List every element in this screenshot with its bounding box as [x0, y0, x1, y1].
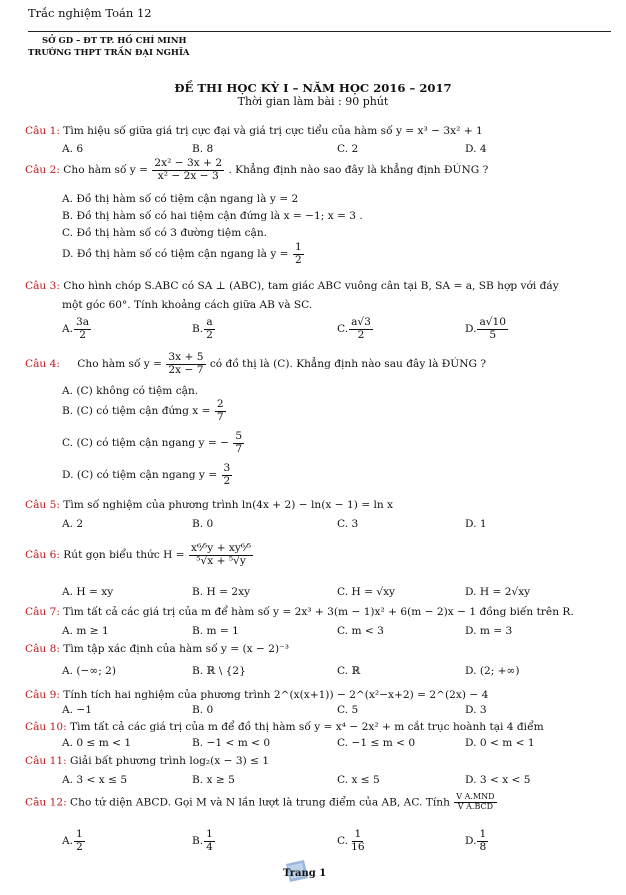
- option-c[interactable]: C. ℝ: [337, 665, 361, 677]
- question-label: Câu 1:: [25, 125, 60, 137]
- option-d[interactable]: D. m = 3: [465, 625, 513, 637]
- question-text: Cho hình chóp S.ABC có SA ⊥ (ABC), tam giác ABC vuông cân tại B, SA = a, SB hợp với đáy: [63, 280, 559, 292]
- numerator: 2: [216, 398, 224, 410]
- option-label: C.: [337, 323, 349, 336]
- denominator: 2: [223, 474, 231, 487]
- denominator: 8: [479, 840, 487, 853]
- option-c[interactable]: [62, 431, 245, 455]
- question-1: [25, 125, 483, 137]
- question-text: Tìm hiệu số giữa giá trị cực đại và giá trị cực tiểu của hàm số: [63, 125, 393, 137]
- option-a[interactable]: A. 3 < x ≤ 5: [62, 774, 128, 786]
- option-a[interactable]: A. Đồ thị hàm số có tiệm cận ngang là y = 2: [62, 193, 299, 205]
- fraction: [349, 829, 366, 853]
- fraction: [74, 317, 91, 341]
- numerator: 1: [354, 828, 362, 840]
- question-text: Tìm tất cả các giá trị của m để đồ thị hàm số y = x⁴ − 2x² + m cắt trục hoành tại 4 điểm: [70, 721, 544, 733]
- option-a[interactable]: A. H = xy: [62, 586, 114, 598]
- fraction: [349, 317, 373, 341]
- denominator: 2: [294, 253, 302, 266]
- question-4: [25, 352, 486, 376]
- numerator: 2x² − 3x + 2: [154, 157, 223, 169]
- denominator: 5: [489, 328, 497, 341]
- numerator: 1: [206, 828, 213, 840]
- question-pre: Cho hàm số y =: [77, 358, 163, 371]
- numerator: 1: [294, 241, 302, 253]
- option-b[interactable]: [62, 399, 227, 423]
- option-b[interactable]: B. −1 < m < 0: [192, 737, 271, 749]
- option-d[interactable]: [62, 463, 233, 487]
- header-rule: [28, 31, 611, 32]
- option-a[interactable]: A. m ≥ 1: [62, 625, 109, 637]
- option-text: D. (C) có tiệm cận ngang y =: [62, 469, 218, 482]
- question-text: Tính tích hai nghiệm của phương trình 2^(x(x+1)) − 2^(x²−x+2) = 2^(2x) − 4: [63, 689, 489, 701]
- option-a[interactable]: A. (C) không có tiệm cận.: [62, 385, 199, 397]
- denominator: 7: [216, 410, 224, 423]
- doc-title: Trắc nghiệm Toán 12: [28, 6, 152, 20]
- question-text: Cho tứ diện ABCD. Gọi M và N lần lượt là trung điểm của AB, AC. Tính: [70, 796, 450, 809]
- option-label: D.: [465, 323, 477, 336]
- option-text: B. (C) có tiệm cận đứng x =: [62, 405, 211, 418]
- question-11: [25, 755, 269, 767]
- dept-name: SỞ GD – ĐT TP. HỒ CHÍ MINH: [42, 36, 187, 46]
- question-12: [25, 793, 498, 812]
- question-post: . Khẳng định nào sao đây là khẳng định ĐÚNG ?: [228, 164, 489, 177]
- option-b[interactable]: B. Đồ thị hàm số có hai tiệm cận đứng là x = −1; x = 3 .: [62, 210, 363, 222]
- question-10: [25, 721, 544, 733]
- numerator: 1: [76, 828, 83, 840]
- option-a[interactable]: A. 2: [62, 518, 84, 530]
- denominator: 2: [206, 328, 213, 341]
- question-text: Tìm số nghiệm của phương trình ln(4x + 2) − ln(x − 1) = ln x: [63, 499, 394, 511]
- fraction: [74, 829, 85, 853]
- numerator: 5: [235, 430, 243, 442]
- fraction: [222, 463, 233, 487]
- option-a[interactable]: [62, 829, 86, 853]
- exam-time: Thời gian làm bài : 90 phút: [237, 95, 389, 108]
- denominator: 2: [79, 328, 86, 341]
- question-label: Câu 4:: [25, 358, 60, 371]
- question-pre: Rút gọn biểu thức H =: [63, 549, 185, 562]
- option-c[interactable]: C. 5: [337, 704, 359, 716]
- option-label: B.: [192, 835, 204, 848]
- question-label: Câu 6:: [25, 549, 60, 562]
- option-c[interactable]: C. −1 ≤ m < 0: [337, 737, 416, 749]
- option-b[interactable]: B. x ≥ 5: [192, 774, 235, 786]
- numerator: x⁶⁄⁵y + xy⁶⁄⁵: [191, 542, 252, 554]
- fraction: [166, 352, 205, 376]
- option-d[interactable]: D. 3 < x < 5: [465, 774, 531, 786]
- question-label: Câu 7:: [25, 606, 60, 618]
- option-text: C. (C) có tiệm cận ngang y = −: [62, 437, 230, 450]
- question-6: [25, 543, 254, 567]
- question-expr: y = x³ − 3x² + 1: [395, 125, 483, 137]
- denominator: V A.BCD: [457, 801, 493, 811]
- option-b[interactable]: [192, 829, 216, 853]
- fraction: [189, 543, 253, 567]
- denominator: 2: [76, 840, 83, 853]
- question-text: Tìm tập xác định của hàm số y = (x − 2)⁻³: [63, 643, 289, 655]
- question-2: [25, 158, 488, 182]
- option-b[interactable]: B. ℝ \ {2}: [192, 665, 246, 677]
- fraction: [477, 317, 508, 341]
- question-7: [25, 606, 574, 618]
- option-d[interactable]: [62, 242, 305, 266]
- option-a[interactable]: A. 6: [62, 143, 84, 155]
- option-label: B.: [192, 323, 204, 336]
- fraction: [152, 158, 224, 182]
- option-d[interactable]: D. 0 < m < 1: [465, 737, 535, 749]
- question-text: Tìm tất cả các giá trị của m để hàm số y = 2x³ + 3(m − 1)x² + 6(m − 2)x − 1 đồng biến trên R.: [63, 606, 574, 618]
- option-c[interactable]: C. m < 3: [337, 625, 384, 637]
- question-label: Câu 5:: [25, 499, 60, 511]
- option-b[interactable]: B. H = 2xy: [192, 586, 251, 598]
- fraction: [204, 317, 215, 341]
- numerator: V A.MND: [456, 792, 495, 801]
- option-label: A.: [62, 835, 74, 848]
- numerator: 3x + 5: [168, 351, 204, 363]
- denominator: ⁵√x + ⁵√y: [196, 554, 246, 567]
- option-label: A.: [62, 323, 74, 336]
- question-label: Câu 10:: [25, 721, 67, 733]
- option-b[interactable]: B. 0: [192, 518, 214, 530]
- question-8: [25, 643, 289, 655]
- numerator: a√10: [479, 316, 507, 328]
- option-a[interactable]: A. (−∞; 2): [62, 665, 117, 677]
- option-b[interactable]: [192, 317, 216, 341]
- option-c[interactable]: C. 3: [337, 518, 359, 530]
- numerator: 1: [479, 828, 487, 840]
- page-number: Trang 1: [283, 868, 327, 879]
- exam-title: ĐỀ THI HỌC KỲ I – NĂM HỌC 2016 – 2017: [174, 81, 452, 95]
- question-9: [25, 689, 488, 701]
- option-d[interactable]: D. (2; +∞): [465, 665, 520, 677]
- option-d[interactable]: D. 1: [465, 518, 487, 530]
- question-label: Câu 3:: [25, 280, 60, 292]
- option-c[interactable]: C. H = √xy: [337, 586, 396, 598]
- option-label: D.: [465, 835, 477, 848]
- question-5: [25, 499, 393, 511]
- numerator: 3a: [76, 316, 90, 328]
- fraction: [215, 399, 226, 423]
- option-d[interactable]: D. H = 2√xy: [465, 586, 531, 598]
- fraction: [454, 793, 496, 812]
- option-b[interactable]: B. 0: [192, 704, 214, 716]
- option-c[interactable]: [337, 829, 368, 853]
- numerator: a√3: [351, 316, 371, 328]
- question-label: Câu 11:: [25, 755, 67, 767]
- denominator: x² − 2x − 3: [157, 169, 219, 182]
- option-b[interactable]: B. m = 1: [192, 625, 239, 637]
- denominator: 7: [235, 442, 243, 455]
- option-c[interactable]: [337, 317, 374, 341]
- numerator: 3: [223, 462, 231, 474]
- option-d[interactable]: D. 4: [465, 143, 487, 155]
- denominator: 2x − 7: [168, 363, 204, 376]
- denominator: 2: [357, 328, 365, 341]
- fraction: [233, 431, 244, 455]
- question-label: Câu 2:: [25, 164, 60, 177]
- option-d[interactable]: [465, 317, 509, 341]
- denominator: 16: [351, 840, 365, 853]
- option-a[interactable]: A. −1: [62, 704, 93, 716]
- question-3: [25, 280, 559, 292]
- option-c[interactable]: C. x ≤ 5: [337, 774, 380, 786]
- numerator: a: [206, 316, 213, 328]
- question-post: có đồ thị là (C). Khẳng định nào sau đây là ĐÚNG ?: [209, 358, 487, 371]
- fraction: [293, 242, 304, 266]
- option-d[interactable]: D. 3: [465, 704, 487, 716]
- option-c[interactable]: C. 2: [337, 143, 359, 155]
- option-d[interactable]: [465, 829, 489, 853]
- option-c[interactable]: C. Đồ thị hàm số có 3 đường tiệm cận.: [62, 227, 268, 239]
- school-name: TRƯỜNG THPT TRẦN ĐẠI NGHĨA: [28, 48, 190, 58]
- option-label: C.: [337, 835, 349, 848]
- question-label: Câu 8:: [25, 643, 60, 655]
- question-label: Câu 9:: [25, 689, 60, 701]
- question-text-line2: một góc 60°. Tính khoảng cách giữa AB và SC.: [62, 299, 313, 311]
- question-label: Câu 12:: [25, 796, 67, 809]
- option-a[interactable]: [62, 317, 92, 341]
- fraction: [477, 829, 488, 853]
- question-pre: Cho hàm số y =: [63, 164, 149, 177]
- question-text: Giải bất phương trình log₂(x − 3) ≤ 1: [70, 755, 270, 767]
- denominator: 4: [206, 840, 213, 853]
- option-b[interactable]: B. 8: [192, 143, 214, 155]
- fraction: [204, 829, 215, 853]
- option-a[interactable]: A. 0 ≤ m < 1: [62, 737, 132, 749]
- option-text: D. Đồ thị hàm số có tiệm cận ngang là y =: [62, 248, 289, 261]
